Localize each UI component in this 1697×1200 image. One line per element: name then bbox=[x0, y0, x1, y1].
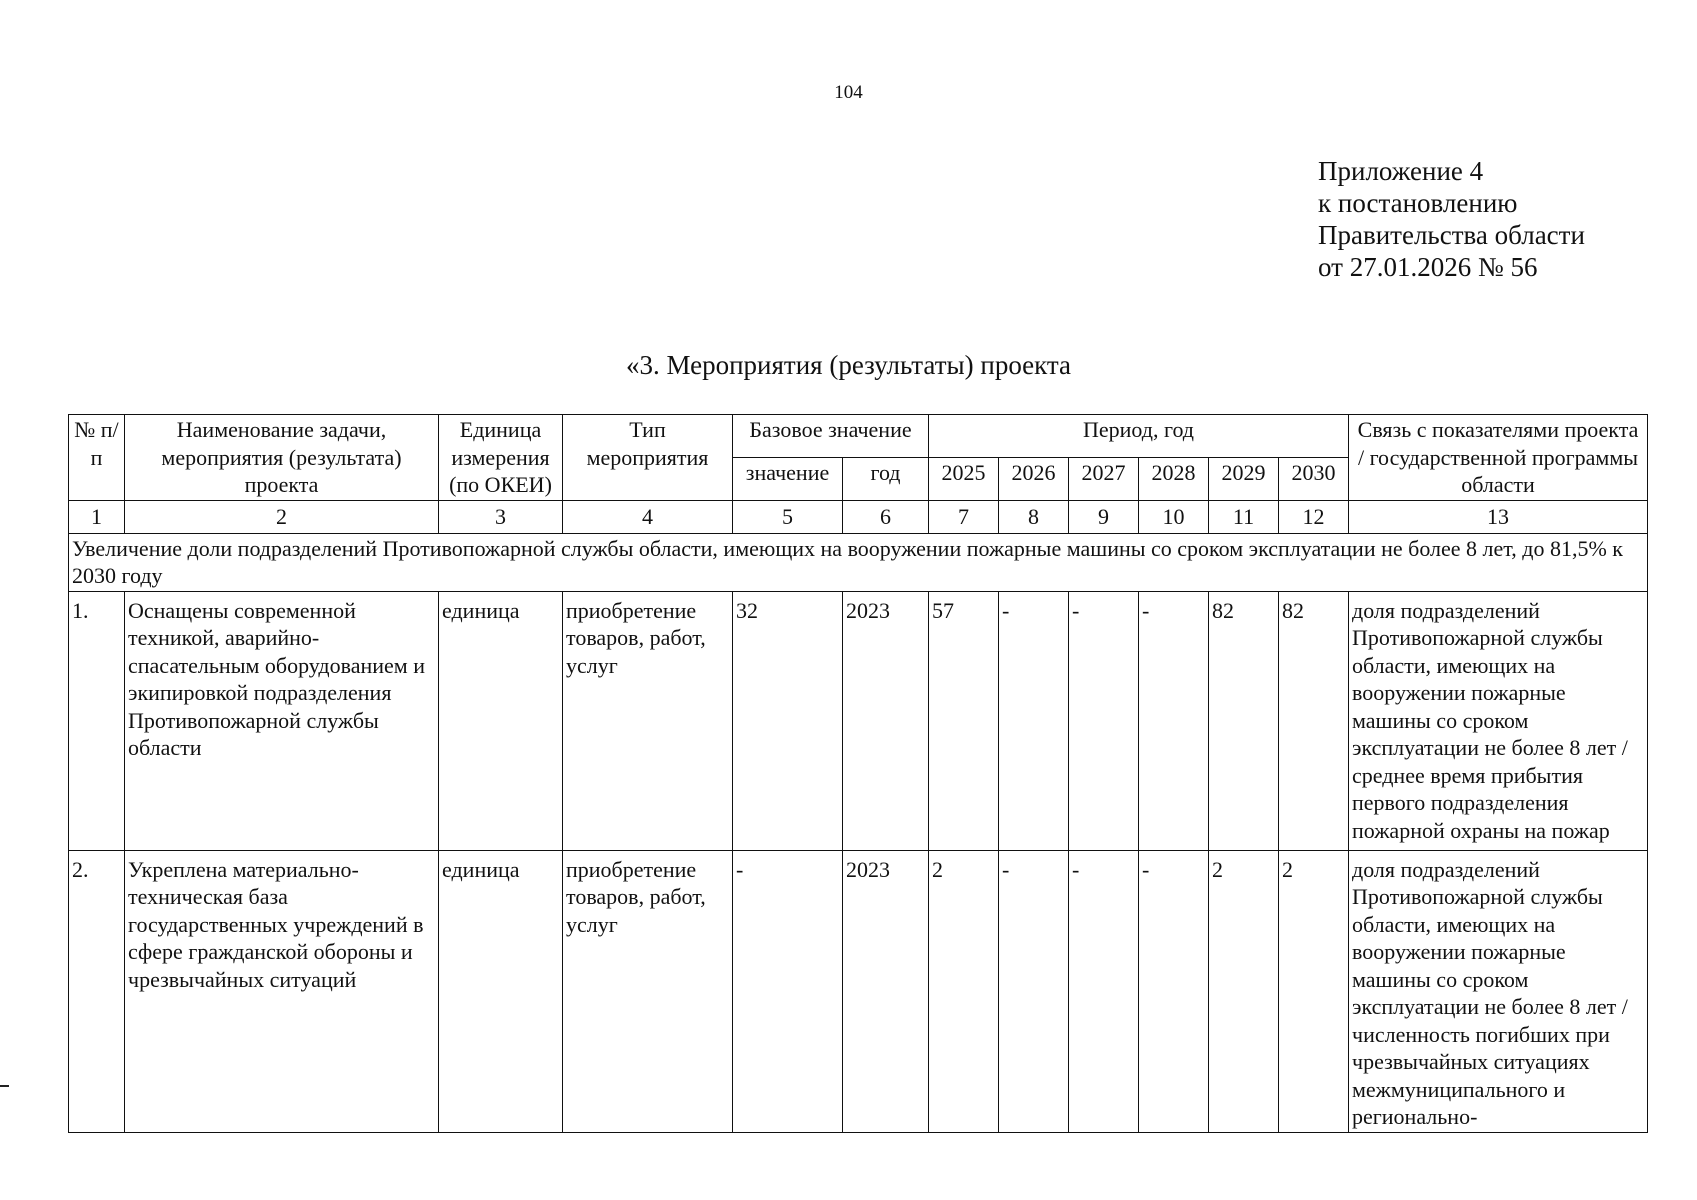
group-title: Увеличение доли подразделений Противопожарной службы области, имеющих на вооружении пожарные машины со сроком эксплуатации не более 8 лет, до 81,5% к 2030 году bbox=[69, 533, 1648, 591]
row-unit: единица bbox=[439, 591, 563, 850]
header-type: Тип мероприятия bbox=[563, 415, 733, 501]
column-number-row bbox=[69, 500, 1648, 533]
row-base-value: - bbox=[733, 850, 843, 1132]
row-type: приобретение товаров, работ, услуг bbox=[563, 850, 733, 1132]
header-year-2028: 2028 bbox=[1139, 457, 1209, 500]
header-unit: Единица измерения (по ОКЕИ) bbox=[439, 415, 563, 501]
column-number: 2 bbox=[125, 500, 439, 533]
row-2025: 57 bbox=[929, 591, 999, 850]
margin-mark bbox=[0, 1085, 9, 1087]
row-name: Оснащены современной техникой, аварийно-спасательным оборудованием и экипировкой подразделения Противопожарной службы области bbox=[125, 591, 439, 850]
header-year-2030: 2030 bbox=[1279, 457, 1349, 500]
column-number: 11 bbox=[1209, 500, 1279, 533]
header-name: Наименование задачи, мероприятия (результата) проекта bbox=[125, 415, 439, 501]
section-title: «3. Мероприятия (результаты) проекта bbox=[625, 350, 1072, 380]
row-2029: 2 bbox=[1209, 850, 1279, 1132]
appendix-line-3: Правительства области bbox=[1318, 220, 1585, 250]
header-base-year: год bbox=[843, 457, 929, 500]
row-link: доля подразделений Противопожарной службы области, имеющих на вооружении пожарные машины со сроком эксплуатации не более 8 лет / численность погибших при чрезвычайных ситуациях межмуниципального и регионально- bbox=[1349, 850, 1648, 1132]
row-2026: - bbox=[999, 850, 1069, 1132]
header-period: Период, год bbox=[929, 415, 1349, 458]
row-num: 2. bbox=[69, 850, 125, 1132]
appendix-line-1: Приложение 4 bbox=[1318, 156, 1484, 186]
row-2026: - bbox=[999, 591, 1069, 850]
column-number: 7 bbox=[929, 500, 999, 533]
header-year-2029: 2029 bbox=[1209, 457, 1279, 500]
column-number: 5 bbox=[733, 500, 843, 533]
row-2029: 82 bbox=[1209, 591, 1279, 850]
appendix-line-2: к постановлению bbox=[1318, 188, 1518, 218]
column-number: 3 bbox=[439, 500, 563, 533]
measures-table bbox=[68, 414, 1648, 1133]
row-2027: - bbox=[1069, 591, 1139, 850]
header-base: Базовое значение bbox=[733, 415, 929, 458]
row-num: 1. bbox=[69, 591, 125, 850]
row-2028: - bbox=[1139, 591, 1209, 850]
header-num: № п/п bbox=[69, 415, 125, 501]
column-number: 12 bbox=[1279, 500, 1349, 533]
header-year-2026: 2026 bbox=[999, 457, 1069, 500]
appendix-block bbox=[1318, 155, 1585, 283]
column-number: 4 bbox=[563, 500, 733, 533]
column-number: 9 bbox=[1069, 500, 1139, 533]
row-2025: 2 bbox=[929, 850, 999, 1132]
row-type: приобретение товаров, работ, услуг bbox=[563, 591, 733, 850]
header-row-1 bbox=[69, 415, 1648, 458]
column-number: 10 bbox=[1139, 500, 1209, 533]
row-base-value: 32 bbox=[733, 591, 843, 850]
table-row bbox=[69, 591, 1648, 850]
header-base-value: значение bbox=[733, 457, 843, 500]
row-name: Укреплена материально-техническая база государственных учреждений в сфере гражданской обороны и чрезвычайных ситуаций bbox=[125, 850, 439, 1132]
row-base-year: 2023 bbox=[843, 850, 929, 1132]
header-year-2025: 2025 bbox=[929, 457, 999, 500]
column-number: 13 bbox=[1349, 500, 1648, 533]
row-base-year: 2023 bbox=[843, 591, 929, 850]
group-row bbox=[69, 533, 1648, 591]
column-number: 6 bbox=[843, 500, 929, 533]
column-number: 8 bbox=[999, 500, 1069, 533]
appendix-line-4: от 27.01.2026 № 56 bbox=[1318, 252, 1538, 282]
row-unit: единица bbox=[439, 850, 563, 1132]
row-2030: 2 bbox=[1279, 850, 1349, 1132]
header-link: Связь с показателями проекта / государственной программы области bbox=[1349, 415, 1648, 501]
table-row bbox=[69, 850, 1648, 1132]
row-link: доля подразделений Противопожарной службы области, имеющих на вооружении пожарные машины со сроком эксплуатации не более 8 лет / среднее время прибытия первого подразделения пожарной охраны на пожар bbox=[1349, 591, 1648, 850]
row-2028: - bbox=[1139, 850, 1209, 1132]
row-2027: - bbox=[1069, 850, 1139, 1132]
row-2030: 82 bbox=[1279, 591, 1349, 850]
page-number: 104 bbox=[834, 82, 863, 103]
column-number: 1 bbox=[69, 500, 125, 533]
header-year-2027: 2027 bbox=[1069, 457, 1139, 500]
